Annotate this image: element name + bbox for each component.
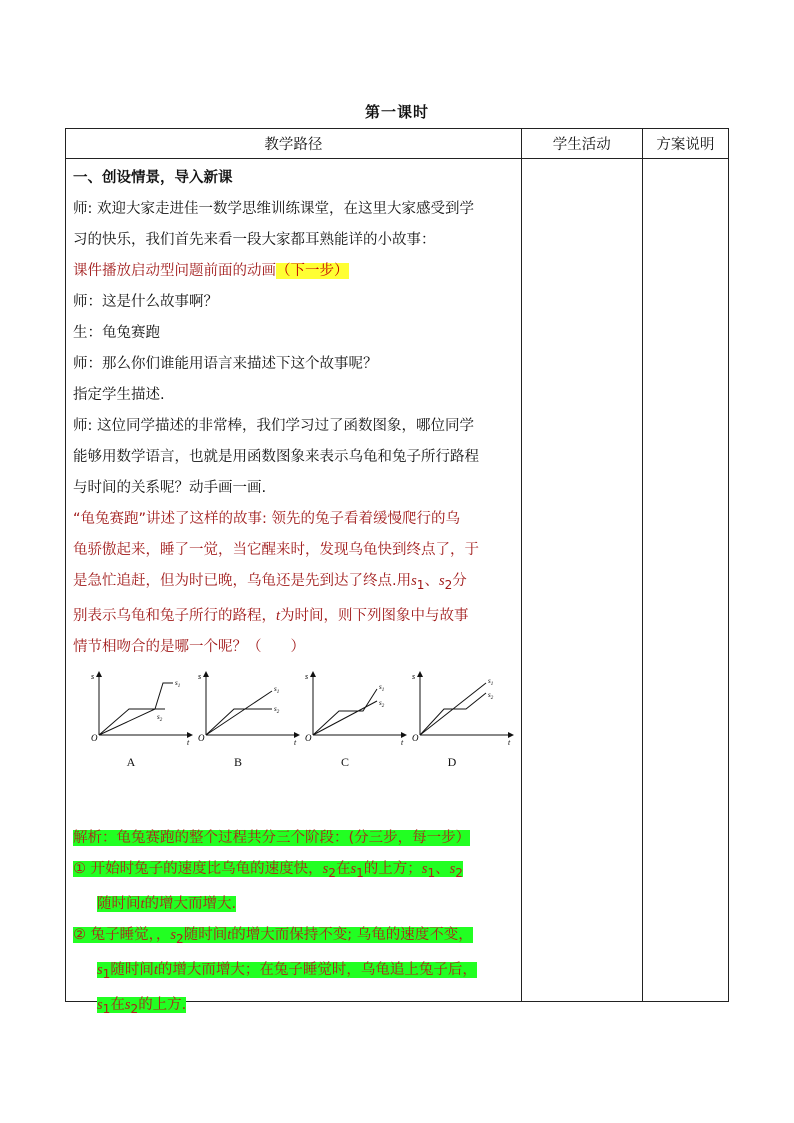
origin-label: O xyxy=(91,732,98,743)
graph-label-b: B xyxy=(233,754,242,769)
analysis-text: 的上方. xyxy=(138,996,187,1013)
analysis-text: ① 开始时兔子的速度比乌龟的速度快， xyxy=(73,860,323,877)
header-teaching-path: 教学路径 xyxy=(66,129,522,159)
analysis-text: 的增大而增大. xyxy=(144,895,237,912)
axis-t-label: t xyxy=(508,737,511,747)
s1-label: $s_1$ xyxy=(488,676,494,687)
analysis-step-2-cont xyxy=(97,961,477,981)
problem-text: 是急忙追赶，但为时已晚，乌龟还是先到达了终点.用 xyxy=(73,573,412,589)
graph-label-a: A xyxy=(126,754,136,769)
var-sub: 2 xyxy=(455,865,463,880)
analysis-intro: 解析：龟兔赛跑的整个过程共分三个阶段：(分三步，每一步） xyxy=(73,829,471,846)
analysis-line xyxy=(73,854,514,889)
axis-t-label: t xyxy=(187,737,190,747)
graph-b xyxy=(190,669,300,769)
header-student-activity: 学生活动 xyxy=(521,129,642,159)
var-sub: 2 xyxy=(444,577,453,592)
var-s: s xyxy=(350,860,357,877)
var-sub: 1 xyxy=(356,865,364,880)
analysis-text: 在 xyxy=(110,996,125,1013)
var-s: s xyxy=(97,961,103,978)
text-line: 能够用数学语言，也就是用函数图象来表示乌龟和兔子所行路程 xyxy=(73,449,479,465)
problem-line: 龟骄傲起来，睡了一觉，当它醒来时，发现乌龟快到终点了，于 xyxy=(73,542,479,558)
graph-c xyxy=(297,669,407,769)
separator: 、 xyxy=(424,573,439,589)
analysis-text: 的增大而保持不变; 乌龟的速度不变， xyxy=(231,926,473,943)
analysis-text: 的增大而增大；在兔子睡觉时，乌龟追上兔子后， xyxy=(157,961,477,978)
teaching-path-cell xyxy=(66,159,522,1016)
problem-text: 分 xyxy=(452,573,467,589)
text-line: 指定学生描述. xyxy=(73,387,165,403)
var-s: s xyxy=(411,573,417,589)
s2-label: $s_2$ xyxy=(379,698,385,709)
s1-label: $s_1$ xyxy=(379,682,385,693)
lesson-table xyxy=(65,128,729,1016)
text-line: 生：龟兔赛跑 xyxy=(73,325,160,341)
analysis-step-1 xyxy=(73,860,463,880)
axis-t-label: t xyxy=(401,737,404,747)
separator: 、 xyxy=(435,860,450,877)
text-line: 师: 欢迎大家走进佳一数学思维训练课堂，在这里大家感受到学 xyxy=(73,201,474,217)
analysis-step-1-cont xyxy=(97,896,236,912)
var-t: t xyxy=(276,607,281,624)
analysis-text: 的上方； xyxy=(363,860,422,877)
var-sub: 1 xyxy=(416,577,425,592)
var-sub: 2 xyxy=(328,865,336,880)
table-header-row xyxy=(66,129,729,159)
analysis-step-2-end xyxy=(97,996,187,1016)
problem-line xyxy=(73,601,514,632)
graph-label-c: C xyxy=(340,754,349,769)
text-line: 师：那么你们谁能用语言来描述下这个故事呢？ xyxy=(73,356,378,372)
student-activity-cell xyxy=(521,159,642,1002)
var-s: s xyxy=(421,860,428,877)
analysis-line xyxy=(73,889,514,920)
header-plan-notes: 方案说明 xyxy=(642,129,728,159)
analysis-line xyxy=(73,990,514,1025)
analysis-line xyxy=(73,920,514,955)
axis-s-label: s xyxy=(91,671,95,681)
var-sub: 2 xyxy=(176,931,184,946)
text-line: 习的快乐，我们首先来看一段大家都耳熟能详的小故事： xyxy=(73,232,436,248)
problem-text: 为时间，则下列图象中与故事 xyxy=(280,607,469,624)
var-s: s xyxy=(438,573,445,589)
problem-line: “龟兔赛跑”讲述了这样的故事: 领先的兔子看着缓慢爬行的乌 xyxy=(73,511,461,527)
problem-line xyxy=(73,566,514,601)
var-sub: 1 xyxy=(427,865,436,880)
s1-label: $s_1$ xyxy=(175,678,181,689)
text-line: 师：这是什么故事啊？ xyxy=(73,294,218,310)
origin-label: O xyxy=(305,732,312,743)
spacer xyxy=(73,791,514,823)
analysis-text: 随时间 xyxy=(183,926,228,943)
table-body-row xyxy=(66,159,729,1002)
var-s: s xyxy=(449,860,456,877)
axis-s-label: s xyxy=(198,671,202,681)
analysis-text: 随时间 xyxy=(97,895,141,912)
graph-d xyxy=(404,669,514,769)
axis-s-label: s xyxy=(305,671,309,681)
origin-label: O xyxy=(412,732,419,743)
var-s: s xyxy=(170,926,177,943)
plan-notes-cell xyxy=(642,159,728,1002)
var-t: t xyxy=(153,961,158,978)
var-t: t xyxy=(140,895,145,912)
text-line: 与时间的关系呢？动手画一画. xyxy=(73,480,267,496)
page-title: 第一课时 xyxy=(364,103,429,121)
s2-label: $s_2$ xyxy=(488,690,494,701)
s1-label: $s_1$ xyxy=(274,684,280,695)
analysis-line xyxy=(73,955,514,990)
s2-label: $s_2$ xyxy=(157,712,163,723)
origin-label: O xyxy=(198,732,205,743)
analysis-text: 在 xyxy=(335,860,351,877)
text-line: 师: 这位同学描述的非常棒，我们学习过了函数图象，哪位同学 xyxy=(73,418,474,434)
graph-options xyxy=(73,669,514,791)
var-sub: 1 xyxy=(102,1001,111,1016)
var-s: s xyxy=(97,996,103,1013)
s2-label: $s_2$ xyxy=(274,704,280,715)
var-s: s xyxy=(124,996,131,1013)
section-heading: 一、创设情景，导入新课 xyxy=(73,170,233,186)
courseware-text: 课件播放启动型问题前面的动画 xyxy=(73,263,276,279)
var-t: t xyxy=(227,926,232,943)
axis-t-label: t xyxy=(294,737,297,747)
analysis-text: 随时间 xyxy=(110,961,154,978)
graph-label-d: D xyxy=(447,754,457,769)
analysis-text: ② 兔子睡觉，， xyxy=(73,926,171,943)
next-step-highlight: （下一步） xyxy=(276,263,349,279)
problem-line: 情节相吻合的是哪一个呢？（ ） xyxy=(73,638,305,655)
graph-a xyxy=(83,669,193,769)
analysis-line xyxy=(73,823,514,854)
var-sub: 2 xyxy=(130,1001,139,1016)
var-sub: 1 xyxy=(102,966,111,981)
var-s: s xyxy=(322,860,329,877)
analysis-step-2 xyxy=(73,926,473,946)
courseware-line xyxy=(73,256,514,287)
problem-text: 别表示乌龟和兔子所行的路程， xyxy=(73,607,276,624)
axis-s-label: s xyxy=(412,671,416,681)
